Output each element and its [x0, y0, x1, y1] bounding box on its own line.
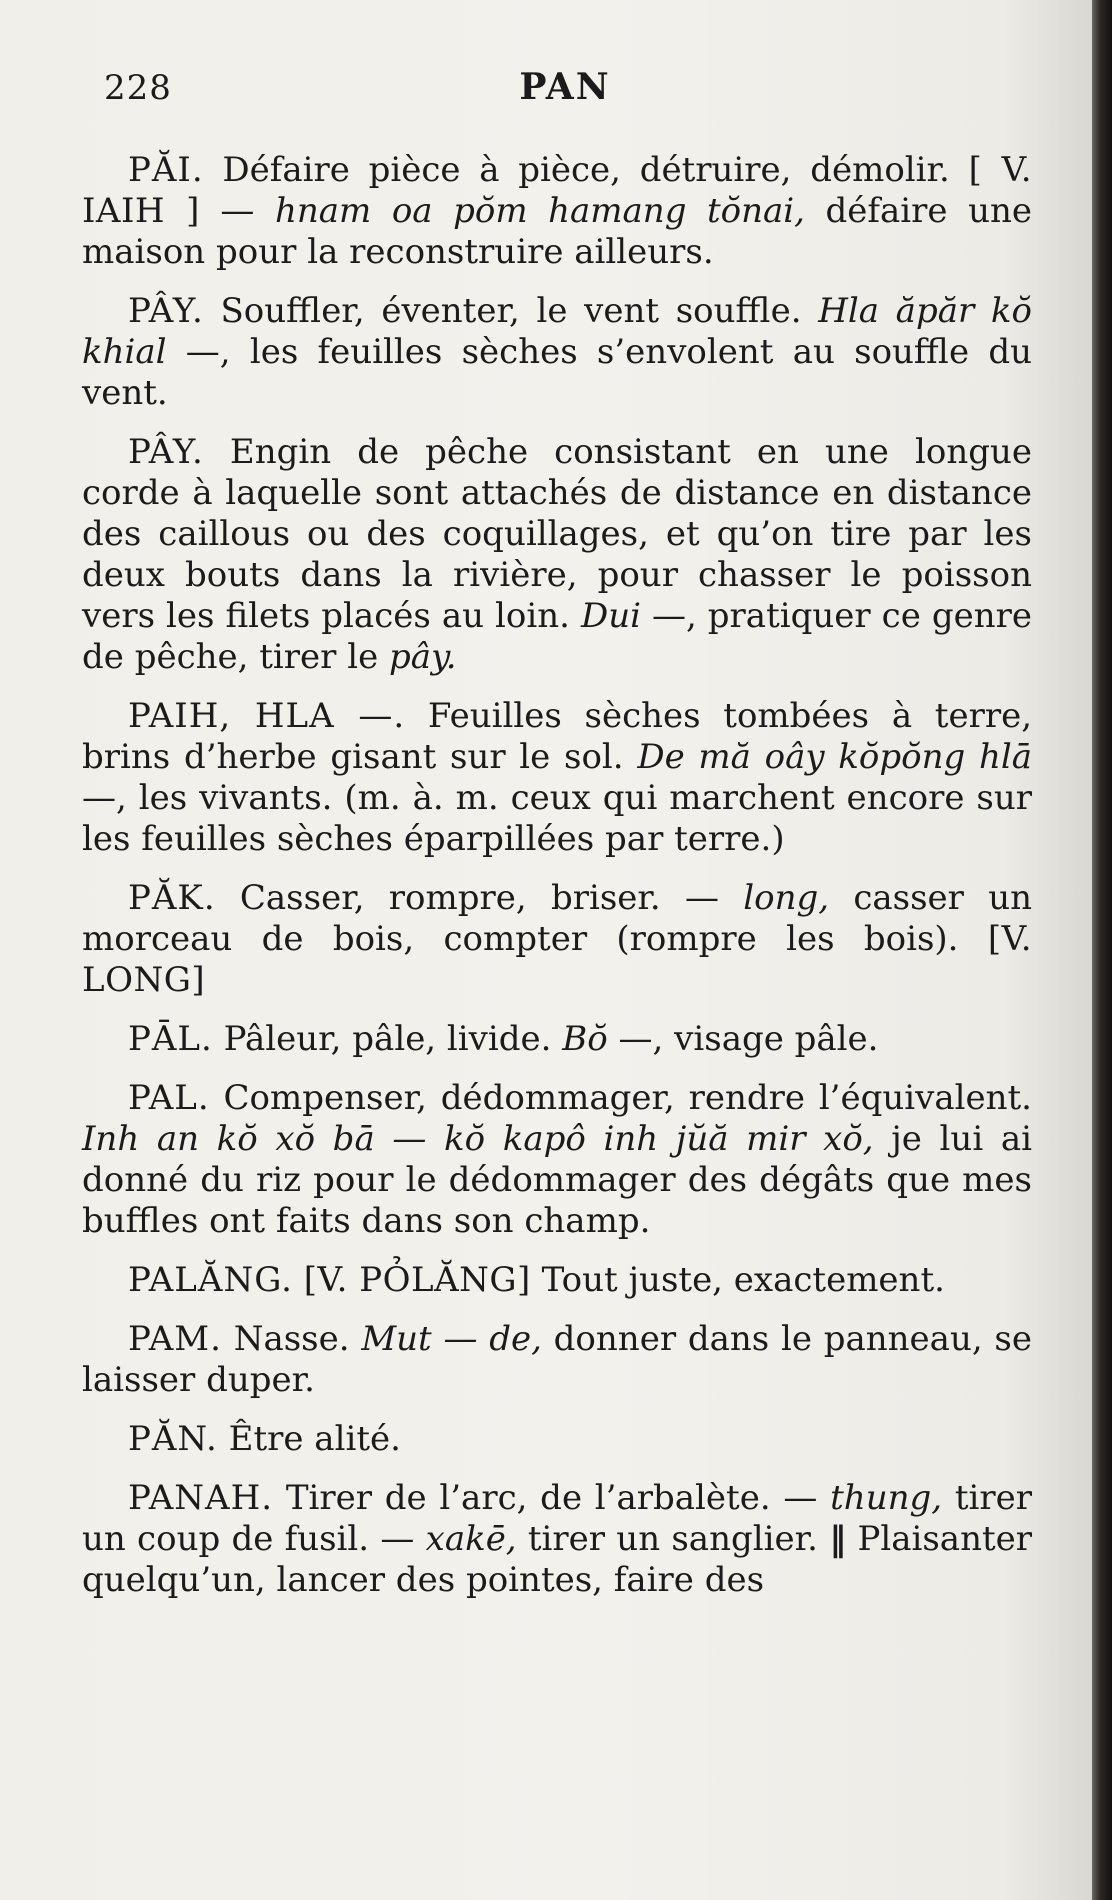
headword: PAM.: [128, 1319, 222, 1359]
sense-separator: ‖: [829, 1519, 847, 1559]
entry-pak: [82, 878, 1032, 1001]
entry-pan: [82, 1419, 1032, 1460]
definition-text: Plaisanter quelqu’un, lancer des pointes, faire des: [82, 1519, 1033, 1600]
definition-text: je lui ai donné du riz pour le dédommager des dégâts que mes buffles ont faits dans son champ.: [82, 1119, 1032, 1241]
entry-pai: [82, 150, 1032, 273]
definition-text: tirer un sanglier.: [516, 1519, 830, 1559]
headword: PĀL.: [128, 1019, 213, 1059]
headword: PĂI.: [128, 150, 204, 190]
running-head: PAN: [519, 66, 611, 108]
definition-text: donner dans le panneau, se laisser duper.: [82, 1319, 1032, 1400]
definition-text: —, pratiquer ce genre de pêche, tirer le: [82, 596, 1032, 677]
example-phrase: xakē,: [425, 1519, 517, 1559]
cross-reference: [ V. IAIH ]: [82, 150, 1033, 231]
entry-pam: [82, 1319, 1032, 1401]
entry-pal-paleur: [82, 1019, 1032, 1060]
definition-text: tirer un coup de fusil. —: [82, 1478, 1032, 1559]
headword: PĂK.: [128, 878, 216, 918]
headword: PĂN.: [128, 1419, 218, 1459]
definition-text: Être alité.: [217, 1419, 401, 1459]
definition-text: —, les vivants. (m. à. m. ceux qui marchent encore sur les feuilles sèches éparpillées par terre.): [82, 778, 1032, 859]
entry-pay-engin: [82, 432, 1032, 678]
entry-pal-compenser: [82, 1078, 1032, 1242]
page-number: 228: [104, 68, 172, 108]
definition-text: Tout juste, exactement.: [530, 1260, 945, 1300]
definition-text: —, les feuilles sèches s’envolent au souffle du vent.: [82, 332, 1032, 413]
cross-reference: [V. LONG]: [82, 919, 1032, 1000]
example-phrase: Bŏ: [562, 1019, 608, 1059]
definition-text: Tirer de l’arc, de l’arbalète. —: [273, 1478, 831, 1518]
definition-text: défaire une maison pour la reconstruire ailleurs.: [82, 191, 1032, 272]
definition-text: Souffler, éventer, le vent souffle.: [203, 291, 819, 331]
definition-text: —, visage pâle.: [607, 1019, 879, 1059]
definition-text: —: [199, 191, 275, 231]
definition-text: casser un morceau de bois, compter (rompre les bois).: [82, 878, 1032, 959]
example-phrase: pây.: [389, 637, 457, 677]
definition-text: Engin de pêche consistant en une longue corde à laquelle sont attachés de distance en distance des caillous ou des coquillages, et qu’on tire par les deux bouts dans la rivière, pour chasser le poisson vers les filets placés au loin.: [82, 432, 1032, 636]
example-phrase: Inh an kŏ xŏ bā — kŏ kapô inh jŭă mir xŏ,: [82, 1119, 874, 1159]
definition-text: Compenser, dédommager, rendre l’équivalent.: [209, 1078, 1032, 1118]
definition-text: Nasse.: [221, 1319, 362, 1359]
example-phrase: De mă oây kŏpŏng hlā: [637, 737, 1032, 777]
example-phrase: long,: [743, 878, 830, 918]
headword: PÂY.: [128, 291, 204, 331]
page-header: [104, 62, 1026, 112]
entry-pay-souffler: [82, 291, 1032, 414]
entry-panah: [82, 1478, 1032, 1601]
entry-paih-hla: [82, 696, 1032, 860]
headword: PÂY.: [128, 432, 204, 472]
headword: PALĂNG.: [128, 1260, 293, 1300]
dictionary-entries: [82, 150, 1032, 1619]
example-phrase: Mut — de,: [361, 1319, 542, 1359]
cross-reference: [V. PỎLĂNG]: [303, 1260, 531, 1300]
definition-text: Feuilles sèches tombées à terre, brins d’herbe gisant sur le sol.: [82, 696, 1033, 777]
example-phrase: Dui: [580, 596, 641, 636]
example-phrase: Hla ăpăr kŏ khial: [82, 291, 1032, 372]
definition-text: [293, 1260, 304, 1300]
example-phrase: hnam oa pŏm hamang tŏnai,: [274, 191, 805, 231]
headword: PAL.: [128, 1078, 210, 1118]
example-phrase: thung,: [830, 1478, 943, 1518]
headword: PAIH, HLA —.: [128, 696, 406, 736]
book-page-edge: [1092, 0, 1112, 1900]
entry-palang: [82, 1260, 1032, 1301]
definition-text: Défaire pièce à pièce, détruire, démolir.: [203, 150, 969, 190]
definition-text: Pâleur, pâle, livide.: [212, 1019, 563, 1059]
definition-text: Casser, rompre, briser. —: [215, 878, 744, 918]
headword: PANAH.: [128, 1478, 274, 1518]
